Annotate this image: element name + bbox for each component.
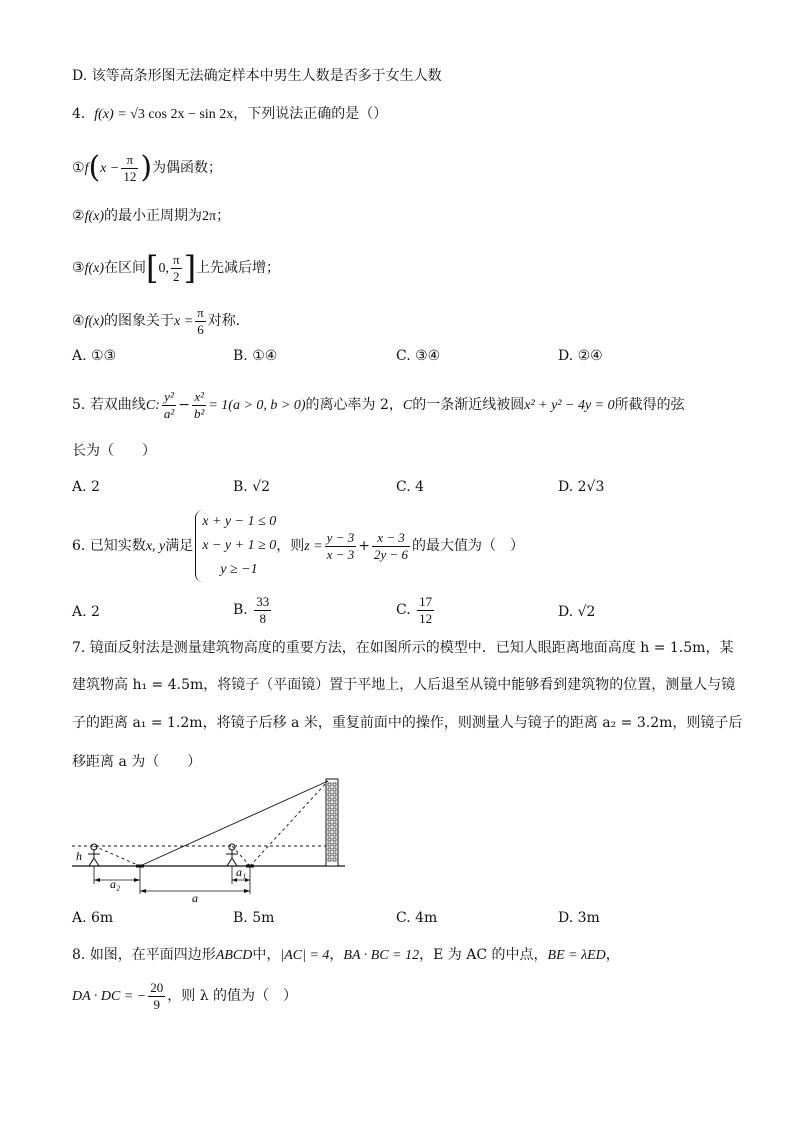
q8-tail: ，则 λ 的值为（ ） bbox=[167, 988, 298, 1004]
q4-s3-mark: ③ bbox=[72, 260, 85, 276]
q6-constraint-system bbox=[195, 510, 276, 582]
q5-tail: 所截得的弦 bbox=[614, 397, 685, 413]
q4-option-a[interactable]: A. ①③ bbox=[72, 348, 117, 364]
q4-statement-3: ③f(x)在区间[0, $\frac{\pi}{2}$ ]上先减后增； bbox=[72, 249, 281, 287]
q5-option-a[interactable]: A. 2 bbox=[72, 479, 100, 495]
q4-s4-mid: 的图象关于 bbox=[104, 313, 174, 329]
q4-s1-tail: 为偶函数； bbox=[152, 160, 223, 176]
q4-s1-mark: ① bbox=[72, 160, 85, 176]
q4-s2-val: 2π bbox=[202, 209, 217, 224]
q4-option-c[interactable]: C. ③④ bbox=[396, 348, 441, 364]
q8-ac-abs: |AC| = 4 bbox=[280, 948, 330, 963]
q6-option-d[interactable]: D. √2 bbox=[558, 604, 596, 620]
q7-option-a[interactable]: A. 6m bbox=[72, 910, 114, 926]
q6-constraint-2: x − y + 1 ≥ 0 bbox=[202, 538, 277, 553]
q4-stem-tail: ，下列说法正确的是（） bbox=[233, 106, 388, 122]
q6-z: z = bbox=[304, 539, 323, 554]
q5-option-c[interactable]: C. 4 bbox=[396, 479, 425, 495]
q6-stem bbox=[72, 510, 524, 583]
q6-mid: 满足 bbox=[165, 538, 194, 554]
q8-ba-bc: BA · BC = 12 bbox=[343, 948, 420, 963]
q4-statement-1: ①f(x − $\frac{\pi}{12}$ )为偶函数； bbox=[72, 150, 223, 185]
q6-constraint-1: x + y − 1 ≤ 0 bbox=[202, 514, 277, 529]
q5-pre: 若双曲线 bbox=[89, 397, 146, 413]
q5-mid2: 的一条渐近线被圆 bbox=[412, 397, 525, 413]
q4-s4-fx: f(x) bbox=[84, 314, 104, 329]
q4-s2-fx: f(x) bbox=[84, 209, 104, 224]
q5-circle: x² + y² − 4y = 0 bbox=[524, 398, 615, 413]
q5-frac-1: $\frac{\text{y²}}{\text{a²}}$ bbox=[163, 388, 175, 421]
q8-frac: $\frac{20}{9}$ bbox=[150, 979, 164, 1012]
q7-line-1: 7. 镜面反射法是测量建筑物高度的重要方法，在如图所示的模型中．已知人眼距离地面高度 h = 1.5m，某 bbox=[72, 640, 734, 656]
q7-option-d[interactable]: D. 3m bbox=[558, 910, 600, 926]
q6-tail: 的最大值为（ ） bbox=[412, 538, 524, 554]
q5-stem bbox=[72, 386, 685, 425]
q7-line-3: 子的距离 a₁ = 1.2m，将镜子后移 a 米，重复前面中的操作，则测量人与镜子的距离 a₂ = 3.2m，则镜子后 bbox=[72, 715, 743, 731]
q6-frac-1: $\frac{y - 3}{x - 3}$ bbox=[326, 529, 355, 562]
q5-stem-line2: 长为（ ） bbox=[72, 443, 156, 459]
q4-s2-tail: ； bbox=[216, 208, 231, 224]
label-a: a bbox=[192, 891, 198, 904]
q8-da-dc: DA · DC = − bbox=[72, 989, 147, 1004]
q6-constraint-3: y ≥ −1 bbox=[220, 562, 258, 577]
q5-minus: − bbox=[178, 397, 190, 413]
q6-then: ，则 bbox=[276, 538, 305, 554]
q7-line-4: 移距离 a 为（ ） bbox=[72, 754, 202, 770]
person-2-icon bbox=[226, 844, 238, 866]
q7-option-b[interactable]: B. 5m bbox=[233, 910, 275, 926]
q4-s1-inner: x − bbox=[100, 161, 120, 176]
q4-s4-tail: 对称． bbox=[207, 313, 250, 329]
q4-s3-fx: f(x) bbox=[84, 261, 104, 276]
person-1-icon bbox=[88, 844, 100, 866]
q4-option-d[interactable]: D. ②④ bbox=[558, 348, 603, 364]
q4-s1-frac: $\frac{\pi}{12}$ bbox=[123, 151, 137, 184]
q8-line-1 bbox=[72, 945, 620, 966]
q5-number: 5. bbox=[72, 397, 86, 413]
q8-line-2 bbox=[72, 976, 297, 1017]
q6-vars: x, y bbox=[145, 539, 166, 554]
q4-s3-frac: $\frac{\pi}{2}$ bbox=[172, 251, 180, 284]
q8-comma: ， bbox=[605, 947, 620, 963]
q5-option-d[interactable]: D. 2√3 bbox=[558, 479, 605, 495]
q4-number: 4. bbox=[72, 106, 86, 122]
q4-s2-text: 的最小正周期为 bbox=[104, 208, 202, 224]
q5-mid: 的离心率为 2， bbox=[305, 397, 403, 413]
q8-number: 8. bbox=[72, 947, 86, 963]
q6-option-b[interactable]: B. $\frac{33}{8}$ bbox=[233, 593, 270, 626]
q5-c: C: bbox=[145, 398, 160, 413]
q4-s3-left: 0, bbox=[158, 261, 169, 276]
q4-statement-2 bbox=[72, 206, 230, 227]
q8-mid1: 中， bbox=[252, 947, 281, 963]
q6-pre: 已知实数 bbox=[89, 538, 146, 554]
q7-option-c[interactable]: C. 4m bbox=[396, 910, 438, 926]
q6-number: 6. bbox=[72, 538, 86, 554]
sight-line-1a bbox=[94, 846, 140, 866]
q6-option-a[interactable]: A. 2 bbox=[72, 604, 100, 620]
q4-s3-mid: 在区间 bbox=[104, 260, 146, 276]
q4-s3-tail: 上先减后增； bbox=[196, 260, 281, 276]
q8-abcd: ABCD bbox=[215, 948, 253, 963]
q4-statement-4 bbox=[72, 303, 250, 340]
q7-mirror-figure bbox=[70, 776, 360, 904]
q4-option-b[interactable]: B. ①④ bbox=[233, 348, 278, 364]
q5-option-b[interactable]: B. √2 bbox=[233, 479, 271, 495]
q5-c2: C bbox=[402, 398, 413, 413]
label-a2: a₂ bbox=[110, 877, 121, 891]
q4-func-lhs: f(x) = bbox=[94, 107, 131, 122]
sight-line-2b bbox=[250, 781, 328, 866]
q5-cond: = 1(a > 0, b > 0) bbox=[208, 398, 306, 413]
label-a1: a₁ bbox=[236, 865, 247, 879]
q6-option-c[interactable]: C. $\frac{17}{12}$ bbox=[396, 593, 433, 626]
building-icon bbox=[326, 779, 338, 866]
q8-pre: 如图，在平面四边形 bbox=[89, 947, 216, 963]
q4-s4-mark: ④ bbox=[72, 313, 85, 329]
q3-option-d: D. 该等高条形图无法确定样本中男生人数是否多于女生人数 bbox=[72, 68, 442, 84]
q6-frac-2: $\frac{x - 3}{2y - 6}$ bbox=[373, 529, 408, 562]
q8-sep: ， bbox=[329, 947, 344, 963]
label-h: h bbox=[76, 849, 82, 863]
q6-plus: + bbox=[358, 538, 370, 554]
q7-line-2: 建筑物高 h₁ = 4.5m，将镜子（平面镜）置于平地上，人后退至从镜中能够看到建筑物的位置，测量人与镜 bbox=[72, 677, 736, 693]
q4-func-rhs: √3 cos 2x − sin 2x bbox=[130, 107, 234, 122]
q4-s1-f: f bbox=[84, 161, 89, 176]
q4-s4-x: x = bbox=[174, 314, 194, 329]
q4-s4-frac: $\frac{\pi}{6}$ bbox=[197, 304, 204, 337]
q4-s2-mark: ② bbox=[72, 208, 85, 224]
q5-frac-2: $\frac{\text{x²}}{\text{b²}}$ bbox=[193, 388, 205, 421]
q4-stem bbox=[72, 104, 387, 125]
q8-be: BE = λED bbox=[547, 948, 606, 963]
q8-e-mid: ，E 为 AC 的中点， bbox=[419, 947, 548, 963]
sight-line-1b bbox=[140, 781, 328, 866]
